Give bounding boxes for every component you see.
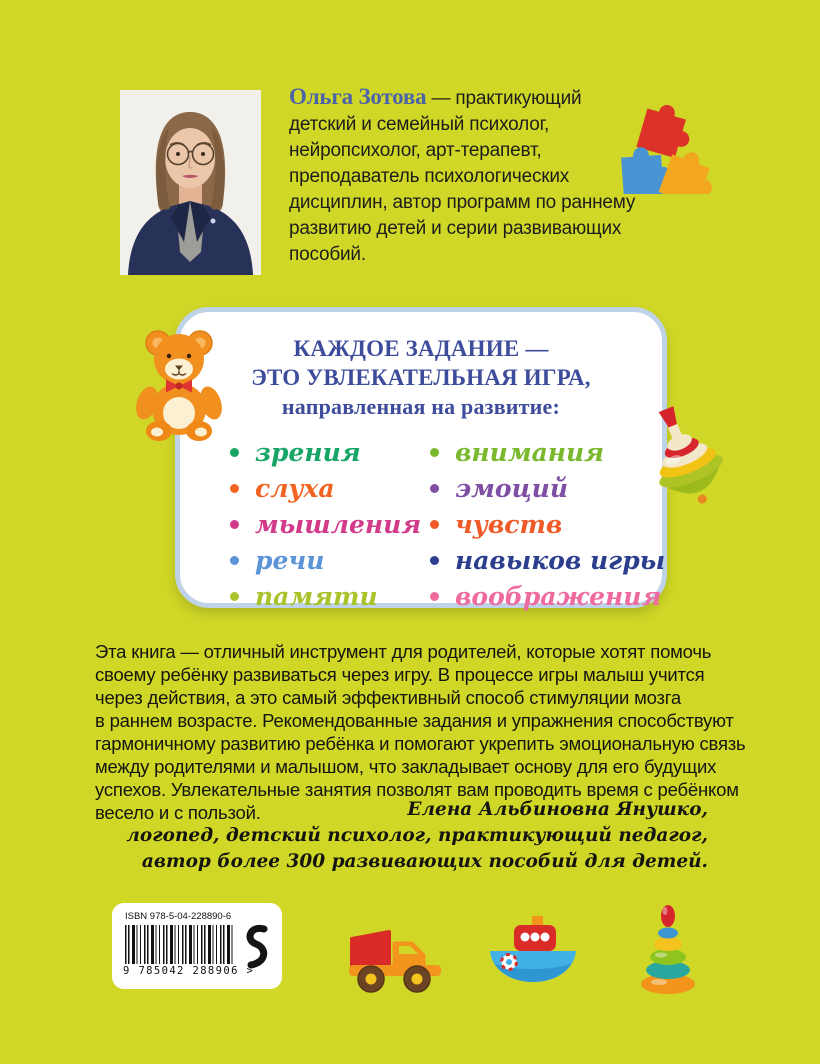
- author-name: Ольга Зотова: [289, 84, 427, 109]
- benefit-item: [230, 578, 430, 614]
- benefit-label: навыков игры: [455, 545, 666, 575]
- bullet-dot: [430, 484, 439, 493]
- card-title-line3: направленная на развитие:: [281, 394, 561, 419]
- attribution-line: автор более 300 развивающих пособий для детей.: [141, 851, 708, 872]
- review-line: весело и с пользой.: [95, 802, 261, 823]
- author-bio: [289, 84, 647, 268]
- author-photo: [120, 90, 261, 275]
- puzzle-pieces-icon: [614, 92, 726, 194]
- teddy-bear-icon: [131, 325, 227, 443]
- bullet-dot: [230, 556, 239, 565]
- benefit-item: [230, 470, 430, 506]
- review-line: между родителями и малышом, что закладывает основу для его будущих: [95, 756, 717, 777]
- review-attribution: [126, 797, 708, 875]
- bullet-dot: [430, 592, 439, 601]
- eksmo-publisher-logo-icon: [243, 924, 271, 970]
- benefit-item: [430, 434, 630, 470]
- review-line: своему ребёнку развиваться через игру. В процессе игры малыш учится: [95, 664, 705, 685]
- toy-boat-icon: [486, 910, 580, 988]
- benefit-item: [230, 434, 430, 470]
- benefit-label: зрения: [255, 437, 361, 467]
- benefit-label: воображения: [455, 581, 662, 611]
- card-title: [180, 334, 662, 421]
- benefit-label: речи: [255, 545, 325, 575]
- benefit-label: памяти: [255, 581, 378, 611]
- toy-pyramid-icon: [629, 899, 707, 997]
- review-line: Эта книга — отличный инструмент для родителей, которые хотят помочь: [95, 641, 712, 662]
- toy-truck-icon: [343, 925, 447, 995]
- benefit-item: [430, 578, 662, 614]
- benefit-item: [430, 470, 630, 506]
- bullet-dot: [430, 556, 439, 565]
- attribution-line: логопед, детский психолог, практикующий педагог,: [126, 825, 708, 846]
- bullet-dot: [430, 448, 439, 457]
- benefit-label: слуха: [255, 473, 335, 503]
- review-line: в раннем возрасте. Рекомендованные задания и упражнения способствуют: [95, 710, 734, 731]
- isbn-barcode-box: [112, 903, 282, 989]
- bullet-dot: [230, 520, 239, 529]
- benefit-item: [430, 506, 630, 542]
- benefit-label: чувств: [455, 509, 563, 539]
- review-line: успехов. Увлекательные занятия позволят вам проводить время с ребёнком: [95, 779, 739, 800]
- author-bio-text: — практикующий детский и семейный психолог, нейропсихолог, арт-терапевт, преподаватель психологических дисциплин, автор программ по раннему развитию детей и серии развивающих пособий.: [289, 88, 636, 265]
- benefit-item: [230, 506, 430, 542]
- author-portrait-icon: [120, 90, 261, 275]
- barcode: [125, 925, 235, 964]
- benefit-item: [230, 542, 430, 578]
- bullet-dot: [430, 520, 439, 529]
- bullet-dot: [230, 592, 239, 601]
- benefit-item: [430, 542, 666, 578]
- benefit-label: внимания: [455, 437, 605, 467]
- card-title-line1: КАЖДОЕ ЗАДАНИЕ —: [293, 336, 549, 361]
- isbn-label: ISBN 978-5-04-228890-6: [125, 911, 232, 922]
- spinning-top-icon: [635, 401, 739, 521]
- benefit-label: эмоций: [455, 473, 569, 503]
- benefit-label: мышления: [255, 509, 422, 539]
- benefits-column-right: [430, 434, 666, 614]
- attribution-line: Елена Альбиновна Янушко,: [407, 799, 708, 820]
- review-line: через действия, а это самый эффективный способ стимуляции мозга: [95, 687, 681, 708]
- benefits-columns: [180, 434, 666, 614]
- review-line: гармоничному развитию ребёнка и помогают укрепить эмоциональную связь: [95, 733, 746, 754]
- barcode-digits: 9 785042 288906 >: [123, 965, 255, 977]
- bullet-dot: [230, 484, 239, 493]
- benefits-card: [175, 307, 667, 611]
- card-title-line2: ЭТО УВЛЕКАТЕЛЬНАЯ ИГРА,: [251, 365, 591, 390]
- bullet-dot: [230, 448, 239, 457]
- benefits-column-left: [230, 434, 430, 614]
